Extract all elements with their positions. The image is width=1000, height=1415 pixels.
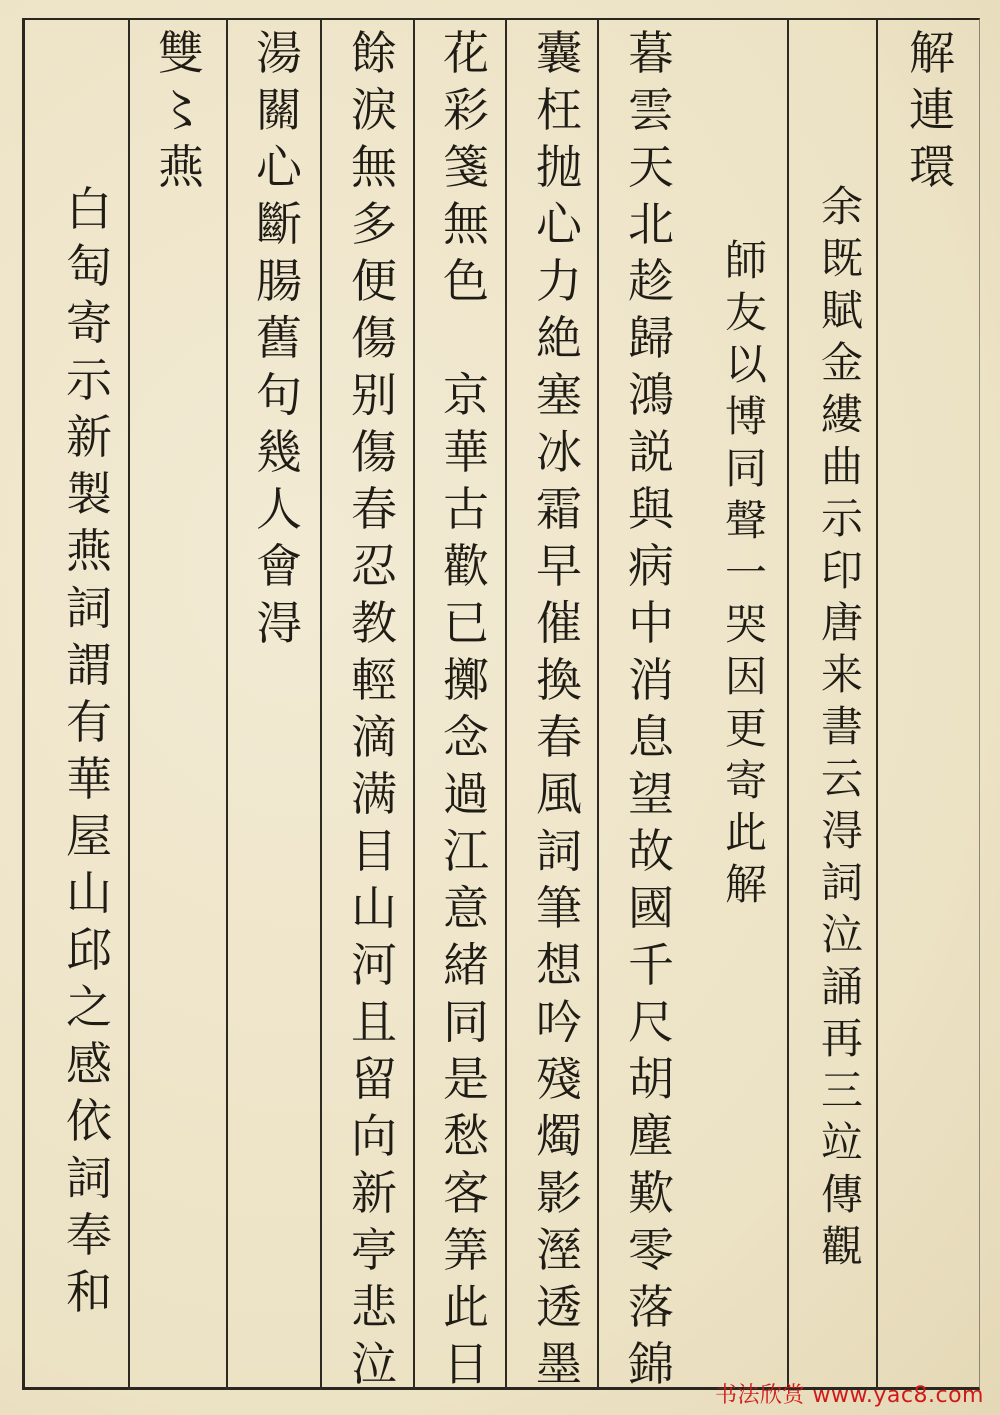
- column-glyph: 已: [443, 596, 489, 650]
- column-glyph: 病: [628, 539, 674, 593]
- poem-title-column: [891, 26, 973, 201]
- column-glyph: 河: [351, 938, 397, 992]
- column-glyph: 無: [351, 140, 397, 194]
- column-glyph: 以: [724, 340, 767, 389]
- column-glyph: 觀: [820, 1222, 863, 1271]
- poem-text-column: [333, 26, 415, 1398]
- column-glyph: 再: [820, 1014, 863, 1063]
- column-glyph: 過: [443, 767, 489, 821]
- column-glyph: 古: [443, 482, 489, 536]
- watermark-text: 书法欣赏 www.yac8.com: [714, 1383, 984, 1408]
- column-glyph: 趁: [628, 254, 674, 308]
- column-glyph: 輕: [351, 653, 397, 707]
- column-glyph: 錦: [628, 1337, 674, 1391]
- column-glyph: 謂: [66, 638, 112, 692]
- column-glyph: 歎: [628, 1166, 674, 1220]
- column-glyph: 淂: [820, 806, 863, 855]
- column-rule: [226, 18, 228, 1390]
- column-glyph: 胡: [628, 1052, 674, 1106]
- column-glyph: 哭: [724, 600, 767, 649]
- preface-column: [48, 182, 130, 1326]
- column-glyph: 傷: [351, 311, 397, 365]
- column-glyph: 燕: [66, 524, 112, 578]
- column-glyph: 匋: [66, 239, 112, 293]
- column-glyph: 新: [66, 410, 112, 464]
- column-glyph: 示: [820, 494, 863, 543]
- column-glyph: 泣: [820, 910, 863, 959]
- column-glyph: 念: [443, 710, 489, 764]
- column-glyph: 既: [820, 234, 863, 283]
- column-glyph: 云: [820, 754, 863, 803]
- column-glyph: 寄: [66, 296, 112, 350]
- column-glyph: 依: [66, 1094, 112, 1148]
- column-glyph: 唐: [820, 598, 863, 647]
- column-glyph: 誦: [820, 962, 863, 1011]
- column-glyph: 友: [724, 288, 767, 337]
- column-glyph: 曲: [820, 442, 863, 491]
- column-glyph: 華: [66, 752, 112, 806]
- column-glyph: 製: [66, 467, 112, 521]
- column-glyph: 北: [628, 197, 674, 251]
- column-glyph: 目: [351, 824, 397, 878]
- column-glyph: 溼: [536, 1223, 582, 1277]
- column-glyph: 力: [536, 254, 582, 308]
- column-glyph: 春: [536, 710, 582, 764]
- column-glyph: 滴: [351, 710, 397, 764]
- column-glyph: 余: [820, 182, 863, 231]
- column-glyph: 燕: [158, 140, 204, 194]
- column-glyph: 斷: [256, 197, 302, 251]
- column-glyph: 〻: [158, 83, 204, 137]
- column-glyph: 詞: [820, 858, 863, 907]
- column-glyph: 示: [66, 353, 112, 407]
- column-glyph: 塞: [536, 368, 582, 422]
- column-glyph: 吟: [536, 995, 582, 1049]
- column-glyph: 暮: [628, 26, 674, 80]
- column-glyph: 腸: [256, 254, 302, 308]
- column-glyph: 師: [724, 236, 767, 285]
- column-glyph: 傷: [351, 425, 397, 479]
- column-glyph: 三: [820, 1066, 863, 1115]
- column-glyph: 多: [351, 197, 397, 251]
- column-glyph: 塵: [628, 1109, 674, 1163]
- column-glyph: 緒: [443, 938, 489, 992]
- column-glyph: 筆: [536, 881, 582, 935]
- column-glyph: 留: [351, 1052, 397, 1106]
- column-glyph: 心: [256, 140, 302, 194]
- column-glyph: 故: [628, 824, 674, 878]
- column-glyph: 京: [443, 368, 489, 422]
- column-glyph: 擲: [443, 653, 489, 707]
- column-glyph: 落: [628, 1280, 674, 1334]
- column-glyph: 更: [724, 704, 767, 753]
- column-glyph: 影: [536, 1166, 582, 1220]
- column-glyph: 雲: [628, 83, 674, 137]
- column-glyph: 日: [443, 1337, 489, 1391]
- column-glyph: 消: [628, 653, 674, 707]
- column-glyph: 彩: [443, 83, 489, 137]
- column-glyph: 心: [536, 197, 582, 251]
- poem-text-column: [518, 26, 600, 1398]
- column-glyph: 枉: [536, 83, 582, 137]
- column-glyph: 教: [351, 596, 397, 650]
- column-glyph: 詞: [66, 581, 112, 635]
- column-glyph: 催: [536, 596, 582, 650]
- column-glyph: 邱: [66, 923, 112, 977]
- column-glyph: 環: [909, 140, 955, 194]
- column-glyph: 息: [628, 710, 674, 764]
- column-glyph: 舊: [256, 311, 302, 365]
- column-glyph: 博: [724, 392, 767, 441]
- column-glyph: 聲: [724, 496, 767, 545]
- column-glyph: 同: [443, 995, 489, 1049]
- column-glyph: 抛: [536, 140, 582, 194]
- column-glyph: 人: [256, 482, 302, 536]
- column-glyph: 同: [724, 444, 767, 493]
- column-glyph: 竝: [820, 1118, 863, 1167]
- column-glyph: 春: [351, 482, 397, 536]
- column-glyph: 别: [351, 368, 397, 422]
- column-glyph: 此: [724, 808, 767, 857]
- column-glyph: 此: [443, 1280, 489, 1334]
- column-glyph: 會: [256, 539, 302, 593]
- column-glyph: 連: [909, 83, 955, 137]
- column-glyph: 雙: [158, 26, 204, 80]
- column-glyph: 囊: [536, 26, 582, 80]
- column-glyph: 無: [443, 197, 489, 251]
- poem-text-column: [425, 26, 507, 1398]
- column-glyph: 一: [724, 548, 767, 597]
- column-glyph: 愁: [443, 1109, 489, 1163]
- column-glyph: 中: [628, 596, 674, 650]
- column-glyph: 華: [443, 425, 489, 479]
- column-glyph: 山: [66, 866, 112, 920]
- column-glyph: 和: [66, 1265, 112, 1319]
- column-glyph: 湯: [256, 26, 302, 80]
- column-glyph: 墨: [536, 1337, 582, 1391]
- column-glyph: 来: [820, 650, 863, 699]
- column-glyph: 望: [628, 767, 674, 821]
- column-glyph: 鴻: [628, 368, 674, 422]
- column-glyph: 便: [351, 254, 397, 308]
- column-glyph: 國: [628, 881, 674, 935]
- column-glyph: 意: [443, 881, 489, 935]
- column-glyph: 感: [66, 1037, 112, 1091]
- column-glyph: 詞: [536, 824, 582, 878]
- column-rule: [320, 18, 322, 1390]
- column-glyph: 縷: [820, 390, 863, 439]
- column-glyph: 幾: [256, 425, 302, 479]
- column-glyph: 悲: [351, 1280, 397, 1334]
- column-glyph: 忍: [351, 539, 397, 593]
- column-glyph: 關: [256, 83, 302, 137]
- column-glyph: 筭: [443, 1223, 489, 1277]
- column-glyph: 換: [536, 653, 582, 707]
- column-glyph: 千: [628, 938, 674, 992]
- column-glyph: 屋: [66, 809, 112, 863]
- column-glyph: 零: [628, 1223, 674, 1277]
- column-glyph: 書: [820, 702, 863, 751]
- column-glyph: 向: [351, 1109, 397, 1163]
- column-glyph: 有: [66, 695, 112, 749]
- column-glyph: 與: [628, 482, 674, 536]
- column-glyph: 泣: [351, 1337, 397, 1391]
- column-glyph: 解: [909, 26, 955, 80]
- column-glyph: 印: [820, 546, 863, 595]
- column-rule: [787, 18, 789, 1390]
- preface-column: [801, 182, 883, 1278]
- column-glyph: 山: [351, 881, 397, 935]
- column-glyph: 因: [724, 652, 767, 701]
- poem-title-column: [140, 26, 222, 201]
- column-glyph: 殘: [536, 1052, 582, 1106]
- poem-text-column: [238, 26, 320, 657]
- column-glyph: 絶: [536, 311, 582, 365]
- column-glyph: 亭: [351, 1223, 397, 1277]
- column-glyph: 説: [628, 425, 674, 479]
- column-glyph: 新: [351, 1166, 397, 1220]
- column-glyph: 奉: [66, 1208, 112, 1262]
- column-glyph: [431, 315, 501, 361]
- column-glyph: 歸: [628, 311, 674, 365]
- column-glyph: 透: [536, 1280, 582, 1334]
- column-glyph: 冰: [536, 425, 582, 479]
- column-glyph: 江: [443, 824, 489, 878]
- column-glyph: 之: [66, 980, 112, 1034]
- column-glyph: 箋: [443, 140, 489, 194]
- column-glyph: 霜: [536, 482, 582, 536]
- column-glyph: 詞: [66, 1151, 112, 1205]
- column-glyph: 且: [351, 995, 397, 1049]
- preface-column: [705, 236, 787, 916]
- column-glyph: 賦: [820, 286, 863, 335]
- column-glyph: 餘: [351, 26, 397, 80]
- column-glyph: 寄: [724, 756, 767, 805]
- column-glyph: 句: [256, 368, 302, 422]
- column-glyph: 燭: [536, 1109, 582, 1163]
- column-glyph: 傳: [820, 1170, 863, 1219]
- column-glyph: 天: [628, 140, 674, 194]
- column-glyph: 白: [66, 182, 112, 236]
- column-glyph: 金: [820, 338, 863, 387]
- column-glyph: 早: [536, 539, 582, 593]
- column-glyph: 想: [536, 938, 582, 992]
- column-glyph: 解: [724, 860, 767, 909]
- column-glyph: 满: [351, 767, 397, 821]
- poem-text-column: [610, 26, 692, 1398]
- column-glyph: 淂: [256, 596, 302, 650]
- column-glyph: 是: [443, 1052, 489, 1106]
- column-glyph: 尺: [628, 995, 674, 1049]
- column-glyph: 淚: [351, 83, 397, 137]
- column-glyph: 客: [443, 1166, 489, 1220]
- column-glyph: 風: [536, 767, 582, 821]
- column-glyph: 色: [443, 254, 489, 308]
- column-glyph: 花: [443, 26, 489, 80]
- column-glyph: 歡: [443, 539, 489, 593]
